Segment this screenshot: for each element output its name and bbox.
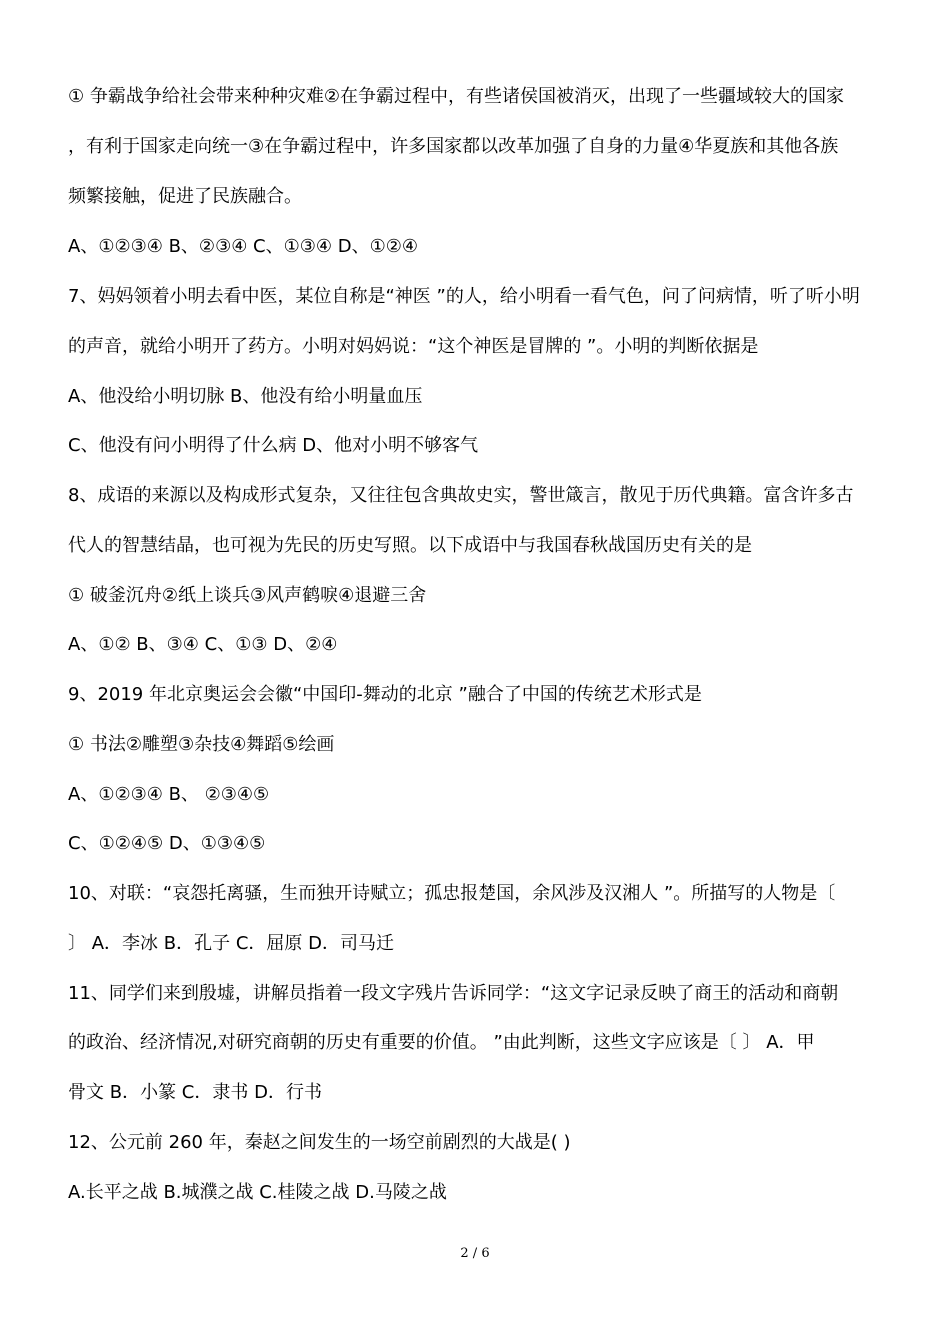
text-line: 的声音，就给小明开了药方。小明对妈妈说：“这个神医是冒牌的 ”。小明的判断依据是	[68, 336, 759, 357]
text-line: 的政治、经济情况,对研究商朝的历史有重要的价值。 ”由此判断，这些文字应该是〔 〕 A．甲	[68, 1032, 815, 1053]
answer-options: A、①②③④ B、 ②③④⑤	[68, 784, 270, 805]
question-7: 7、妈妈领着小明去看中医，某位自称是“神医 ”的人，给小明看一看气色，问了问病情，听了听小明	[68, 286, 860, 307]
question-12: 12、公元前 260 年，秦赵之间发生的一场空前剧烈的大战是( )	[68, 1132, 571, 1153]
text-line: ① 破釜沉舟②纸上谈兵③风声鹤唳④退避三舍	[68, 585, 427, 606]
page-number: 2 / 6	[460, 1246, 490, 1261]
question-10: 10、对联：“哀怨托离骚，生而独开诗赋立；孤忠报楚国，余风涉及汉湘人 ”。所描写的人物是〔	[68, 883, 836, 904]
answer-options: A、①② B、③④ C、①③ D、②④	[68, 634, 338, 655]
question-11: 11、同学们来到殷墟，讲解员指着一段文字残片告诉同学：“这文字记录反映了商王的活动和商朝	[68, 983, 839, 1004]
answer-options: A.长平之战 B.城濮之战 C.桂陵之战 D.马陵之战	[68, 1182, 447, 1203]
answer-options: 〕 A．李冰 B．孔子 C．屈原 D．司马迁	[68, 933, 394, 954]
answer-options: C、①②④⑤ D、①③④⑤	[68, 833, 266, 854]
text-line: ① 书法②雕塑③杂技④舞蹈⑤绘画	[68, 734, 335, 755]
answer-options: C、他没有问小明得了什么病 D、他对小明不够客气	[68, 435, 479, 456]
answer-options: 骨文 B．小篆 C．隶书 D．行书	[68, 1082, 322, 1103]
question-9: 9、2019 年北京奥运会会徽“中国印-舞动的北京 ”融合了中国的传统艺术形式是	[68, 684, 702, 705]
question-8: 8、成语的来源以及构成形式复杂，又往往包含典故史实，警世箴言，散见于历代典籍。富含许多古	[68, 485, 854, 506]
text-line: 代人的智慧结晶，也可视为先民的历史写照。以下成语中与我国春秋战国历史有关的是	[68, 535, 752, 556]
text-line: 频繁接触，促进了民族融合。	[68, 186, 302, 207]
text-line: ，有利于国家走向统一③在争霸过程中，许多国家都以改革加强了自身的力量④华夏族和其他各族	[68, 136, 839, 157]
text-line: ① 争霸战争给社会带来种种灾难②在争霸过程中，有些诸侯国被消灭，出现了一些疆域较大的国家	[68, 86, 844, 107]
answer-options: A、他没给小明切脉 B、他没有给小明量血压	[68, 386, 423, 407]
answer-options: A、①②③④ B、②③④ C、①③④ D、①②④	[68, 236, 419, 257]
